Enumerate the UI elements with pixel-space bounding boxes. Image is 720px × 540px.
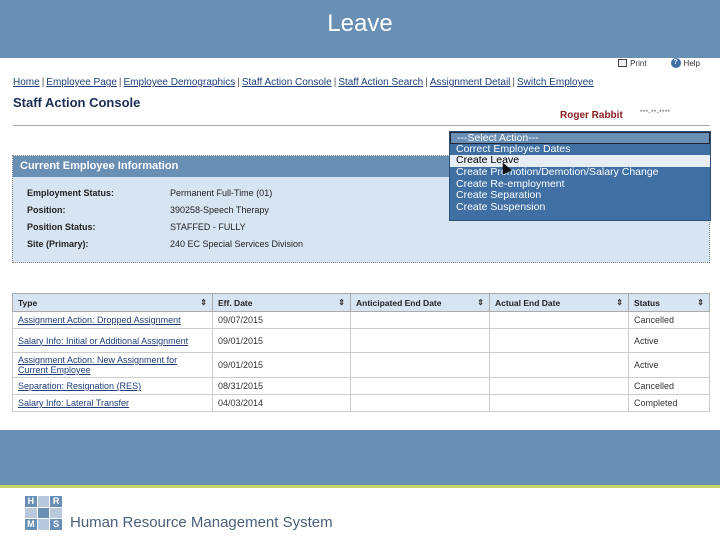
divider (13, 125, 710, 126)
sort-icon[interactable]: ⇕ (338, 297, 345, 307)
bottom-band (0, 430, 720, 485)
cell-actual-end (490, 395, 629, 412)
help-button[interactable] (671, 58, 700, 68)
cell-anticipated-end (351, 353, 490, 378)
cell-status: Active (629, 353, 710, 378)
breadcrumb-switch-employee[interactable]: Switch Employee (517, 77, 594, 88)
cell-type (13, 395, 213, 412)
info-label: Employment Status: (27, 188, 115, 198)
breadcrumb-home[interactable]: Home (13, 77, 40, 88)
employee-info-header: Current Employee Information (13, 156, 709, 177)
cell-anticipated-end (351, 395, 490, 412)
info-value: Permanent Full-Time (01) (170, 188, 273, 198)
breadcrumb-staff-action-search[interactable]: Staff Action Search (338, 77, 424, 88)
print-button[interactable] (618, 58, 646, 68)
breadcrumb-separator: | (512, 77, 516, 88)
breadcrumb (13, 77, 594, 88)
help-icon: ? (671, 58, 681, 68)
cell-anticipated-end (351, 329, 490, 353)
info-value: 390258-Speech Therapy (170, 205, 269, 215)
breadcrumb-employee-page[interactable]: Employee Page (46, 77, 117, 88)
cell-eff-date: 09/07/2015 (213, 312, 351, 329)
logo-letter: M (25, 519, 37, 530)
action-option[interactable]: Create Re-employment (456, 178, 565, 190)
table-row (13, 312, 710, 329)
table-row (13, 329, 710, 353)
breadcrumb-separator: | (237, 77, 240, 88)
cell-type (13, 329, 213, 353)
cell-anticipated-end (351, 378, 490, 395)
logo-letter: R (50, 496, 62, 507)
cell-eff-date: 04/03/2014 (213, 395, 351, 412)
cell-eff-date: 09/01/2015 (213, 353, 351, 378)
info-row (27, 222, 246, 232)
cell-type (13, 312, 213, 329)
column-header-status[interactable]: Status ⇕ (629, 294, 710, 312)
breadcrumb-separator: | (118, 77, 122, 88)
cell-actual-end (490, 329, 629, 353)
screenshot-area (0, 58, 720, 430)
column-header-actual-end[interactable]: Actual End Date ⇕ (490, 294, 629, 312)
slide-title: Leave (327, 10, 393, 37)
info-label: Position Status: (27, 222, 96, 232)
action-option[interactable]: Correct Employee Dates (456, 143, 571, 155)
help-label: Help (683, 58, 700, 68)
row-type-link[interactable]: Separation: Resignation (RES) (18, 381, 142, 391)
logo-letter: S (50, 519, 62, 530)
sort-icon[interactable]: ⇕ (616, 297, 623, 307)
info-label: Site (Primary): (27, 239, 89, 249)
table-header-row (13, 294, 710, 312)
row-type-link[interactable]: Assignment Action: New Assignment for Current Employee (18, 355, 178, 375)
cell-actual-end (490, 312, 629, 329)
breadcrumb-separator: | (333, 77, 337, 88)
system-name: Human Resource Management System (70, 514, 333, 531)
cell-status: Completed (629, 395, 710, 412)
breadcrumb-employee-demographics[interactable]: Employee Demographics (123, 77, 236, 88)
breadcrumb-assignment-detail[interactable]: Assignment Detail (429, 77, 511, 88)
logo-tile (38, 508, 50, 518)
hrms-logo (25, 496, 62, 530)
table-row (13, 395, 710, 412)
column-header-type[interactable]: Type ⇕ (13, 294, 213, 312)
sort-icon[interactable]: ⇕ (477, 297, 484, 307)
info-row (27, 205, 269, 215)
sort-icon[interactable]: ⇕ (200, 297, 207, 307)
info-label: Position: (27, 205, 66, 215)
table-row (13, 353, 710, 378)
cell-eff-date: 09/01/2015 (213, 329, 351, 353)
info-row (27, 188, 272, 198)
row-type-link[interactable]: Salary Info: Lateral Transfer (18, 398, 130, 408)
logo-tile (38, 496, 50, 507)
row-type-link[interactable]: Salary Info: Initial or Additional Assignment (18, 335, 189, 346)
sort-icon[interactable]: ⇕ (697, 297, 704, 307)
action-option[interactable]: Create Suspension (456, 202, 546, 214)
print-label: Print (630, 58, 647, 68)
column-header-eff-date[interactable]: Eff. Date ⇕ (213, 294, 351, 312)
cell-actual-end (490, 353, 629, 378)
user-name: Roger Rabbit (560, 110, 623, 121)
info-value: STAFFED - FULLY (170, 222, 246, 232)
accent-line (0, 485, 720, 488)
breadcrumb-separator: | (41, 77, 45, 88)
cell-actual-end (490, 378, 629, 395)
toolbar (618, 58, 700, 68)
action-option[interactable]: ---Select Action--- (450, 132, 710, 144)
logo-tile (50, 508, 62, 518)
cell-status: Active (629, 329, 710, 353)
column-header-anticipated-end[interactable]: Anticipated End Date ⇕ (351, 294, 490, 312)
cell-anticipated-end (351, 312, 490, 329)
action-dropdown[interactable] (449, 131, 711, 221)
logo-tile (25, 508, 37, 518)
breadcrumb-separator: | (425, 77, 428, 88)
cell-status: Cancelled (629, 378, 710, 395)
cell-type (13, 353, 213, 378)
info-value: 240 EC Special Services Division (170, 239, 304, 249)
printer-icon (618, 59, 627, 67)
action-option-highlighted[interactable]: Create Leave (450, 155, 710, 167)
cell-eff-date: 08/31/2015 (213, 378, 351, 395)
row-type-link[interactable]: Assignment Action: Dropped Assignment (18, 315, 181, 325)
cell-status: Cancelled (629, 312, 710, 329)
logo-tile (38, 519, 50, 530)
table-row (13, 378, 710, 395)
action-option[interactable]: Create Separation (456, 190, 542, 202)
info-row (27, 239, 303, 249)
breadcrumb-staff-action-console[interactable]: Staff Action Console (241, 77, 332, 88)
user-id: ***-**-**** (640, 110, 671, 116)
history-table (12, 293, 710, 412)
action-option[interactable]: Create Promotion/Demotion/Salary Change (456, 167, 659, 179)
cell-type (13, 378, 213, 395)
page-title: Staff Action Console (13, 95, 141, 110)
logo-letter: H (25, 496, 37, 507)
